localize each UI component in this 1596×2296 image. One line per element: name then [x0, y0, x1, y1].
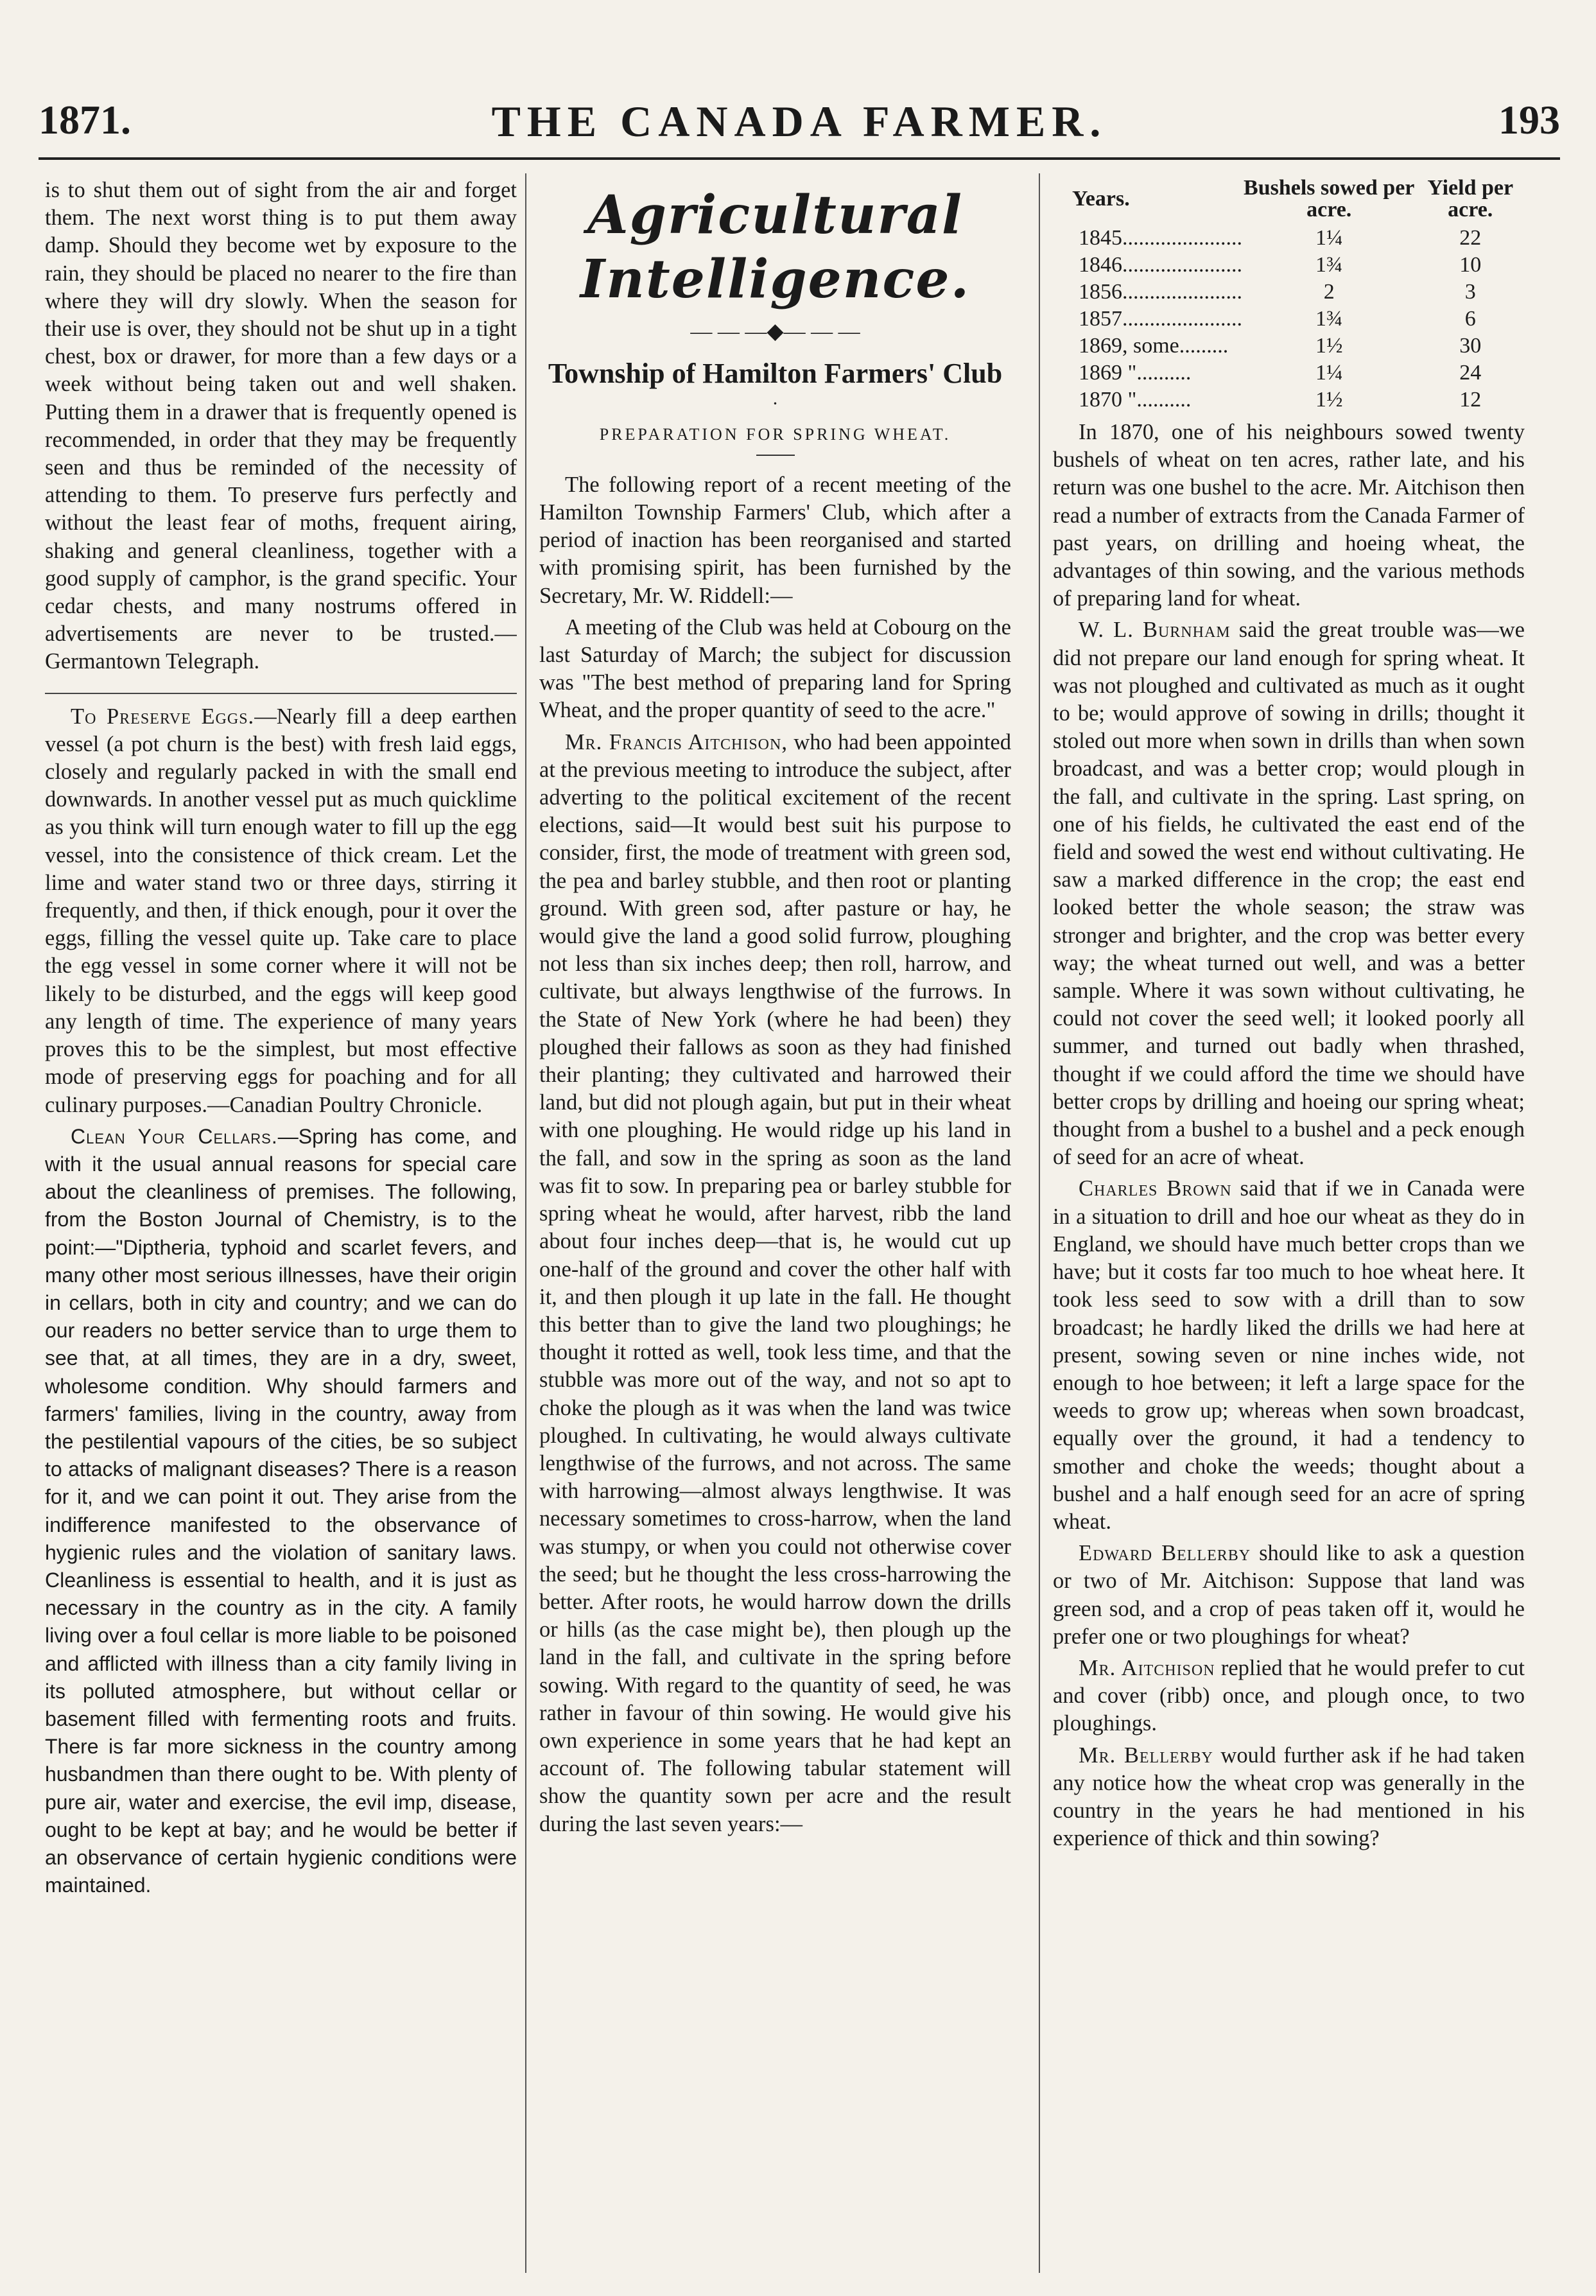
article-subtitle: PREPARATION FOR SPRING WHEAT.: [599, 424, 951, 444]
article-lead: Clean Your Cellars.: [71, 1124, 278, 1148]
article-text: —Spring has come, and with it the usual annual reasons for special care about the cleanliness of premises. The following, from the Boston Journal of Chemistry, is to the point:—"Diptheria, typhoid and scarlet fevers, and many other most serious illnesses, have their origin in cellars, both in city and country; and we can do our readers no better service than to urge them to see that, at all times, they are in a dry, sweet, wholesome condition. Why should farmers and farmers' families, living in the country, away from the pestilential vapours of the cities, be so subject to attacks of malignant diseases? There is a reason for it, and we can point it out. They arise from the indifference manifested to the observance of hygienic rules and the violation of sanitary laws. Cleanliness is essential to health, and it is just as necessary in the country as in the city. A family living over a foul cellar is more liable to be poisoned and afflicted with illness than a city family living in its polluted atmosphere, but without cellar or basement filled with fermenting roots and fruits. There is far more sickness in the country among husbandmen than there ought to be. With plenty of pure air, water and exercise, the evil imp, disease, ought to be kept at bay; and he would be better if an observance of certain hygienic conditions were maintained.: [45, 1124, 517, 1897]
article-paragraph: [1053, 1175, 1525, 1536]
article-paragraph: [1053, 616, 1525, 1171]
table-cell-yield: 6: [1464, 307, 1476, 331]
table-row: [1053, 252, 1525, 279]
article-title: Township of Hamilton Farmers' Club: [548, 358, 1003, 390]
article-text: replied that he would prefer to cut and cover (ribb) once, and plough once, to two ploughings.: [1053, 1655, 1525, 1736]
article-text: would further ask if he had taken any notice how the wheat crop was generally in the country in the years he had mentioned in his experience of thick and thin sowing?: [1053, 1743, 1525, 1851]
year-value: 1845: [1079, 226, 1122, 250]
table-cell-yield: 10: [1459, 253, 1482, 277]
speaker-name: Mr. Bellerby: [1079, 1743, 1213, 1768]
article-text: —Nearly fill a deep earthen vessel (a pot churn is the best) with fresh laid eggs, closely and regularly packed in with the small end downwards. In another vessel put as much quicklime as you think will turn enough water to fill up the egg vessel, into the consistence of thick cream. Let the lime and water stand two or three days, stirring it frequently, and then, if thick enough, pour it over the eggs, filling the vessel quite up. Take care to place the egg vessel in some corner where it will not be likely to be disturbed, and the eggs will keep good any length of time. The experience of many years proves this to be the simplest, but most effective mode of preserving eggs for poaching and for all culinary purposes.—Canadian Poultry Chronicle.: [45, 704, 517, 1117]
article-paragraph: A meeting of the Club was held at Cobourg on the last Saturday of March; the subject for discussion was "The best method of preparing land for Spring Wheat, and the proper quantity of seed to the acre.": [539, 614, 1011, 723]
table-cell-yield: 30: [1459, 334, 1482, 358]
year-value: 1857: [1079, 307, 1122, 331]
speaker-name: Edward Bellerby: [1079, 1541, 1251, 1566]
table-cell-year: [1053, 360, 1242, 387]
table-row: [1053, 360, 1525, 387]
year-value: 1870 ": [1079, 388, 1137, 412]
year-value: 1869 ": [1079, 361, 1137, 385]
speaker-name: Mr. Francis Aitchison,: [565, 729, 788, 754]
article-paragraph: [1053, 1540, 1525, 1651]
article-eggs: [45, 693, 517, 1119]
page-number: 193: [1498, 97, 1560, 143]
leader-dots: ..........: [1136, 361, 1192, 385]
table-cell-yield: 12: [1459, 388, 1482, 412]
table-cell-bushels: 1¾: [1315, 307, 1343, 331]
column-middle: [539, 177, 1011, 2270]
table-cell-year: [1053, 387, 1242, 413]
article-paragraph: is to shut them out of sight from the air and forget them. The next worst thing is to put them away damp. Should they become wet by exposure to the rain, they should be placed no nearer to the fire than where they will dry slowly. When the season for their use is over, they should not be shut up in a tight chest, box or drawer, for more than a few days or a week without being taken out and well shaken. Putting them in a drawer that is frequently opened is recommended, in order that they may be frequently seen and thus be reminded of the necessity of attending to them. To preserve furs perfectly and without the least fear of moths, frequent airing, shaking and general cleanliness, together with a good supply of camphor, is the grand specific. Your cedar chests, and many nostrums offered in advertisements are never to be trusted.—Germantown Telegraph.: [45, 178, 517, 674]
column-right: [1053, 177, 1525, 2270]
article-cellars: [45, 1123, 517, 1900]
table-header-bushels: Bushels sowed per acre.: [1244, 177, 1415, 222]
section-title: Agricultural Intelligence.: [580, 184, 971, 310]
table-cell-year: [1053, 225, 1242, 252]
year-value: 1846: [1079, 253, 1122, 277]
table-cell-yield: 24: [1459, 361, 1482, 385]
leader-dots: ......................: [1122, 226, 1242, 250]
table-cell-year: [1053, 279, 1242, 306]
article-paragraph: [539, 729, 1011, 1838]
newspaper-title: THE CANADA FARMER.: [491, 97, 1107, 146]
ornament-dot: ·: [772, 393, 779, 415]
leader-dots: ..........: [1136, 388, 1192, 412]
table-header-years: Years.: [1072, 187, 1130, 211]
table-cell-bushels: 1½: [1315, 334, 1343, 358]
table-row: [1053, 279, 1525, 306]
table-cell-year: [1053, 333, 1242, 360]
table-row: [1053, 306, 1525, 333]
speaker-name: Charles Brown: [1079, 1176, 1232, 1201]
speaker-name: W. L. Burnham: [1079, 618, 1231, 643]
ornamental-divider: — — —◆— — —: [690, 320, 860, 344]
article-text: should like to ask a question or two of Mr. Aitchison: Suppose that land was green sod, and a crop of peas taken off it, would he prefer one or two ploughings for wheat?: [1053, 1541, 1525, 1649]
table-cell-bushels: 1¾: [1315, 253, 1343, 277]
article-text: said that if we in Canada were in a situation to drill and hoe our wheat as they do in England, we should have much better crops than we have; but it costs far too much to hoe wheat here. It took less seed to sow with a drill than to sow broadcast; he hardly liked the drills we had here at present, sowing seven or nine inches wide, not enough to hoe between; it left a large space for the weeds to grow up; whereas when sown broadcast, equally over the ground, it had a tendency to smother and choke the weeds; thought about a bushel and a half enough seed for an acre of spring wheat.: [1053, 1176, 1525, 1534]
table-cell-bushels: 1¼: [1315, 226, 1343, 250]
article-paragraph: [1053, 1655, 1525, 1738]
header-rule: [39, 157, 1560, 160]
column-divider: [1039, 173, 1040, 2273]
article-lead: To Preserve Eggs.: [71, 704, 255, 729]
table-cell-bushels: 2: [1323, 280, 1335, 304]
table-cell-yield: 22: [1459, 226, 1482, 250]
year-value: 1856: [1079, 280, 1122, 304]
table-row: [1053, 333, 1525, 360]
table-cell-bushels: 1¼: [1315, 361, 1343, 385]
leader-dots: .........: [1179, 334, 1229, 358]
table-cell-year: [1053, 252, 1242, 279]
column-left: [45, 177, 517, 2270]
speaker-name: Mr. Aitchison: [1079, 1655, 1215, 1680]
table-cell-year: [1053, 306, 1242, 333]
leader-dots: ......................: [1122, 280, 1242, 304]
short-rule: [756, 455, 795, 456]
table-cell-yield: 3: [1464, 280, 1476, 304]
leader-dots: ......................: [1122, 307, 1242, 331]
year-value: 1869, some: [1079, 334, 1179, 358]
wheat-yield-table: [1053, 177, 1525, 413]
table-cell-bushels: 1½: [1315, 388, 1343, 412]
table-header-yield: Yield per acre.: [1427, 177, 1514, 222]
table-row: [1053, 387, 1525, 413]
issue-year: 1871.: [39, 97, 131, 143]
article-paragraph: In 1870, one of his neighbours sowed twenty bushels of wheat on ten acres, rather late, and his return was one bushel to the acre. Mr. Aitchison then read a number of extracts from the Canada Farmer of past years, on drilling and hoeing wheat, the advantages of thin sowing, and the various methods of preparing land for wheat.: [1053, 420, 1525, 611]
column-divider: [525, 173, 526, 2273]
leader-dots: ......................: [1122, 253, 1242, 277]
article-paragraph: [1053, 1742, 1525, 1853]
table-row: [1053, 225, 1525, 252]
article-paragraph: The following report of a recent meeting of the Hamilton Township Farmers' Club, which after a period of inaction has been reorganised and started with promising spirit, has been furnished by the Secretary, Mr. W. Riddell:—: [539, 472, 1011, 608]
article-text: said the great trouble was—we did not prepare our land enough for spring wheat. It was not ploughed and cultivated as much as it ought to be; would approve of sowing in drills; thought it stoled out more when sown in drills than when sown broadcast, and was a better crop; would plough in the fall, and cultivate in the spring. Last spring, on one of his fields, he cultivated the east end of the field and sowed the west end without cultivating. He saw a marked difference in the crop; the east end looked better the whole season; the straw was stronger and brighter, and the crop was better every way; the wheat turned out well, and was a better sample. Where it was sown without cultivating, he could not cover the seed well; it looked poorly all summer, and turned out badly when thrashed, thought if we could afford the time we should have better crops by drilling and hoeing our spring wheat; thought from a bushel to a bushel and a peck enough of seed for an acre of wheat.: [1053, 618, 1525, 1170]
masthead: [39, 96, 1560, 154]
article-text: who had been appointed at the previous meeting to introduce the subject, after adverting to the political excitement of the recent elections, said—It would best suit his purpose to consider, first, the mode of treatment with green sod, the pea and barley stubble, and then root or planting ground. With green sod, after pasture or hay, he would give the land a good solid furrow, ploughing not less than six inches deep; then roll, harrow, and cultivate, but always lengthwise of the furrows. In the State of New York (where he had been) they ploughed their fallows as soon as they had finished their planting; they cultivated and harrowed their land, but did not plough again, but put in their wheat with one ploughing. He would ridge up his land in the fall, and sow in the spring as soon as the land was fit to sow. In preparing pea or barley stubble for spring wheat he would, after harvest, ribb the land about four inches deep—that is, he would cut up one-half of the ground and cover the other half with it, and then plough it up late in the fall. He thought this better than to give the land two ploughings; he thought it rotted as well, took less time, and that the stubble was more out of the way, and not so apt to choke the plough as it was when the land was twice ploughed. In cultivating, he would always cultivate lengthwise of the furrows, and not across. The same with harrowing—almost always lengthwise. It was necessary sometimes to cross-harrow, when the land was stumpy, or when you could not otherwise cover the seed; but he thought the less cross-harrowing the better. After roots, he would harrow down the drills or hills (as the case might be), then plough up the land in the fall, and cultivate in the spring before sowing. With regard to the quantity of seed, he was rather in favour of thin sowing. He would give his own experience in some years that he had kept an account of. The following tabular statement will show the quantity sown per acre and the result during the last seven years:—: [539, 729, 1011, 1836]
